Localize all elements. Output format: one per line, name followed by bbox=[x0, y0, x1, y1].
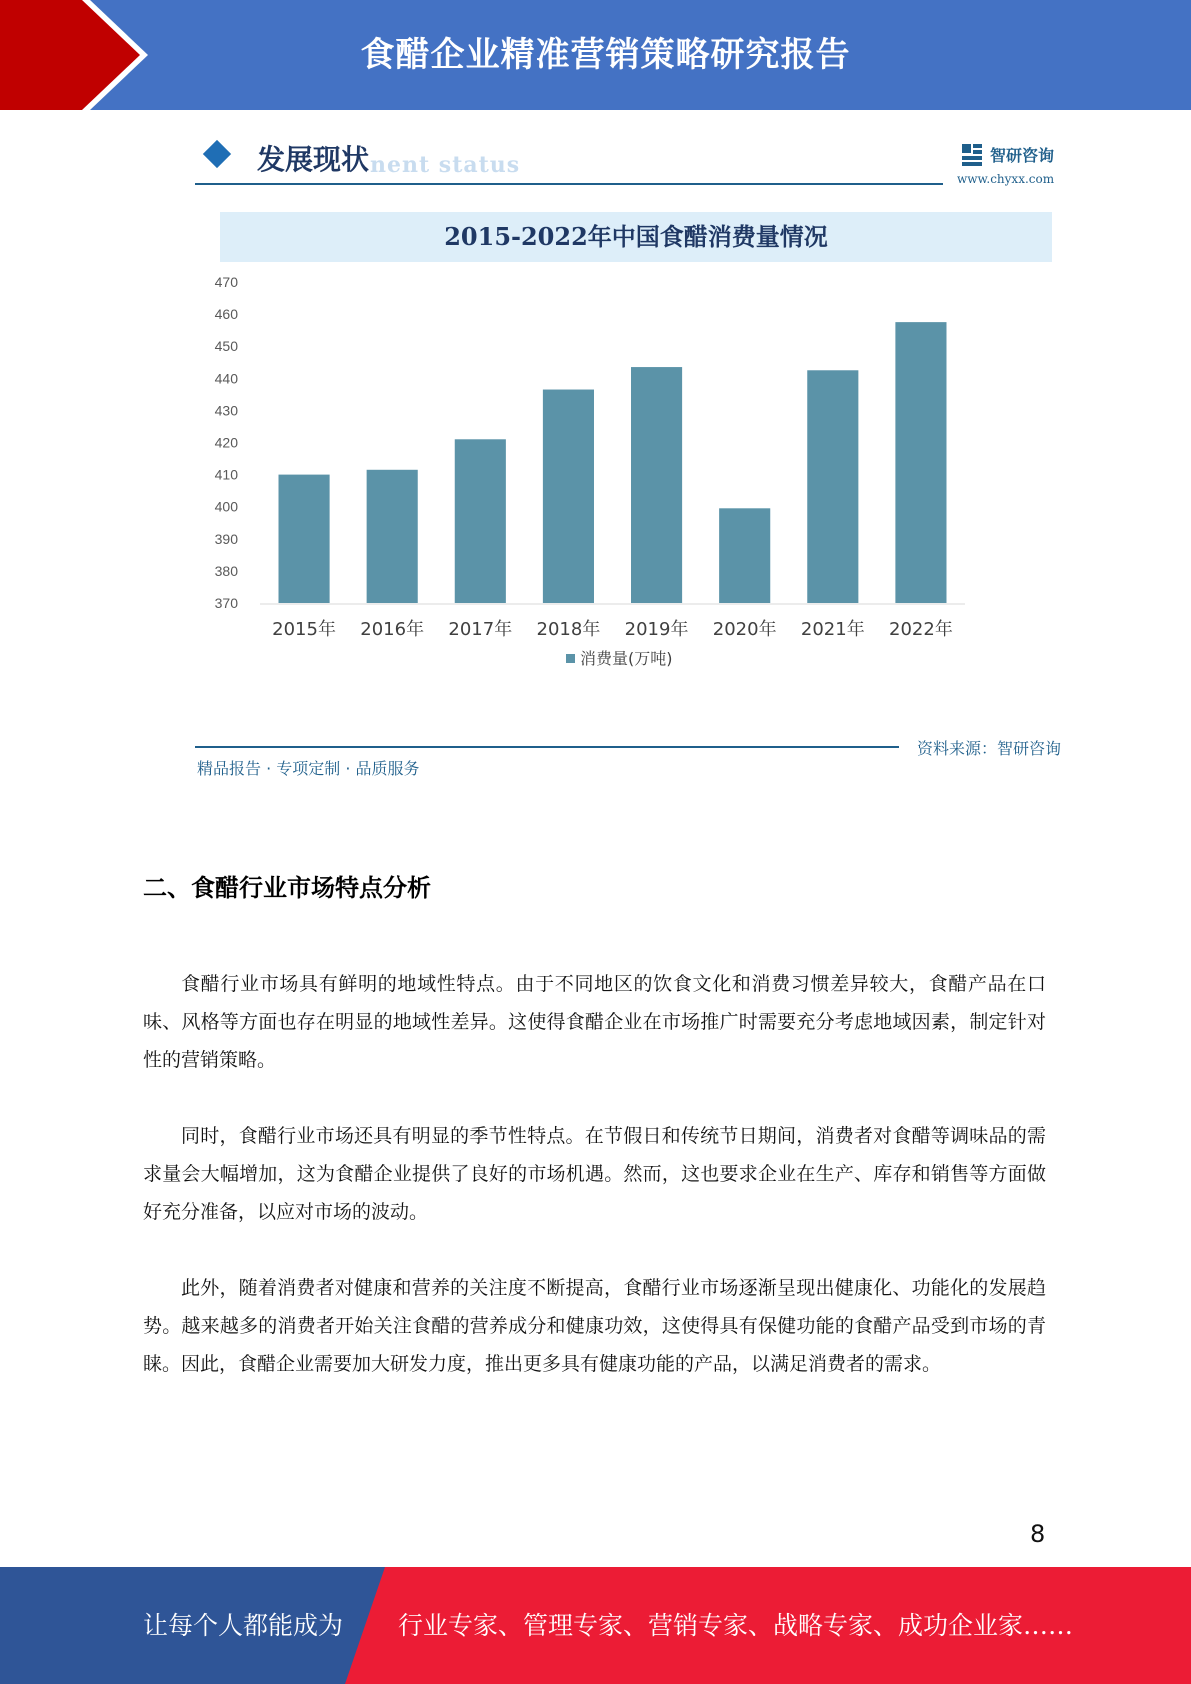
bar bbox=[719, 508, 770, 603]
y-tick-label: 430 bbox=[214, 402, 238, 419]
page-number: 8 bbox=[1030, 1520, 1046, 1548]
x-tick-label: 2022年 bbox=[889, 619, 953, 640]
y-tick-label: 400 bbox=[214, 498, 238, 515]
y-tick-label: 440 bbox=[214, 370, 238, 387]
y-tick-label: 410 bbox=[214, 466, 238, 483]
y-tick-label: 450 bbox=[214, 338, 238, 355]
bar bbox=[895, 322, 946, 603]
paragraph: 此外，随着消费者对健康和营养的关注度不断提高，食醋行业市场逐渐呈现出健康化、功能化的发展趋势。越来越多的消费者开始关注食醋的营养成分和健康功效，这使得具有保健功能的食醋产品受到市场的青睐。因此，食醋企业需要加大研发力度，推出更多具有健康功能的产品，以满足消费者的需求。 bbox=[143, 1277, 1046, 1375]
figure-tagline: 精品报告 · 专项定制 · 品质服务 bbox=[197, 759, 420, 778]
footer-slogan-left: 让每个人都能成为 bbox=[143, 1611, 344, 1640]
x-tick-label: 2021年 bbox=[800, 619, 865, 640]
paragraph: 同时，食醋行业市场还具有明显的季节性特点。在节假日和传统节日期间，消费者对食醋等调味品的需求量会大幅增加，这为食醋企业提供了良好的市场机遇。然而，这也要求企业在生产、库存和销售等方面做好充分准备，以应对市场的波动。 bbox=[143, 1125, 1046, 1223]
diamond-icon bbox=[203, 140, 231, 168]
y-tick-label: 420 bbox=[214, 434, 238, 451]
bar bbox=[631, 367, 682, 603]
y-tick-label: 370 bbox=[214, 595, 238, 611]
bar bbox=[367, 470, 418, 603]
x-tick-label: 2016年 bbox=[360, 619, 425, 640]
figure-top-rule bbox=[195, 183, 943, 185]
brand-name: 智研咨询 bbox=[990, 146, 1055, 165]
bar bbox=[543, 390, 594, 603]
chart-title: 2015-2022年中国食醋消费量情况 bbox=[444, 222, 828, 251]
x-tick-label: 2017年 bbox=[448, 619, 513, 640]
y-tick-label: 460 bbox=[214, 306, 238, 323]
brand-logo-icon bbox=[962, 144, 982, 166]
figure-bottom-rule bbox=[195, 746, 899, 748]
y-tick-label: 380 bbox=[214, 562, 238, 579]
x-tick-label: 2019年 bbox=[624, 619, 689, 640]
page-footer bbox=[0, 1567, 1191, 1684]
footer-slogan-right: 行业专家、管理专家、营销专家、战略专家、成功企业家…… bbox=[398, 1611, 1074, 1640]
bar-chart bbox=[185, 270, 1095, 740]
report-title: 食醋企业精准营销策略研究报告 bbox=[360, 35, 851, 75]
brand-url: www.chyxx.com bbox=[957, 172, 1055, 186]
x-tick-label: 2018年 bbox=[536, 619, 601, 640]
paragraph: 食醋行业市场具有鲜明的地域性特点。由于不同地区的饮食文化和消费习惯差异较大，食醋产品在口味、风格等方面也存在明显的地域性差异。这使得食醋企业在市场推广时需要充分考虑地域因素，制定针对性的营销策略。 bbox=[143, 973, 1046, 1071]
figure-header bbox=[185, 130, 1095, 190]
legend-swatch bbox=[566, 654, 575, 663]
chart-title-bar bbox=[220, 212, 1052, 262]
figure-source: 资料来源：智研咨询 bbox=[917, 739, 1062, 758]
section-ghost-text: nent status bbox=[370, 152, 521, 178]
bar bbox=[455, 439, 506, 603]
bar bbox=[807, 370, 858, 603]
y-tick-label: 470 bbox=[214, 274, 238, 290]
chart-figure bbox=[185, 130, 1095, 780]
y-tick-label: 390 bbox=[214, 530, 238, 547]
legend-label: 消费量(万吨) bbox=[580, 649, 673, 668]
section-label: 发展现状 bbox=[257, 143, 370, 176]
bar bbox=[279, 475, 330, 603]
x-tick-label: 2015年 bbox=[272, 619, 336, 640]
x-tick-label: 2020年 bbox=[712, 619, 777, 640]
section-heading: 二、食醋行业市场特点分析 bbox=[143, 874, 431, 902]
page-header bbox=[0, 0, 1191, 110]
